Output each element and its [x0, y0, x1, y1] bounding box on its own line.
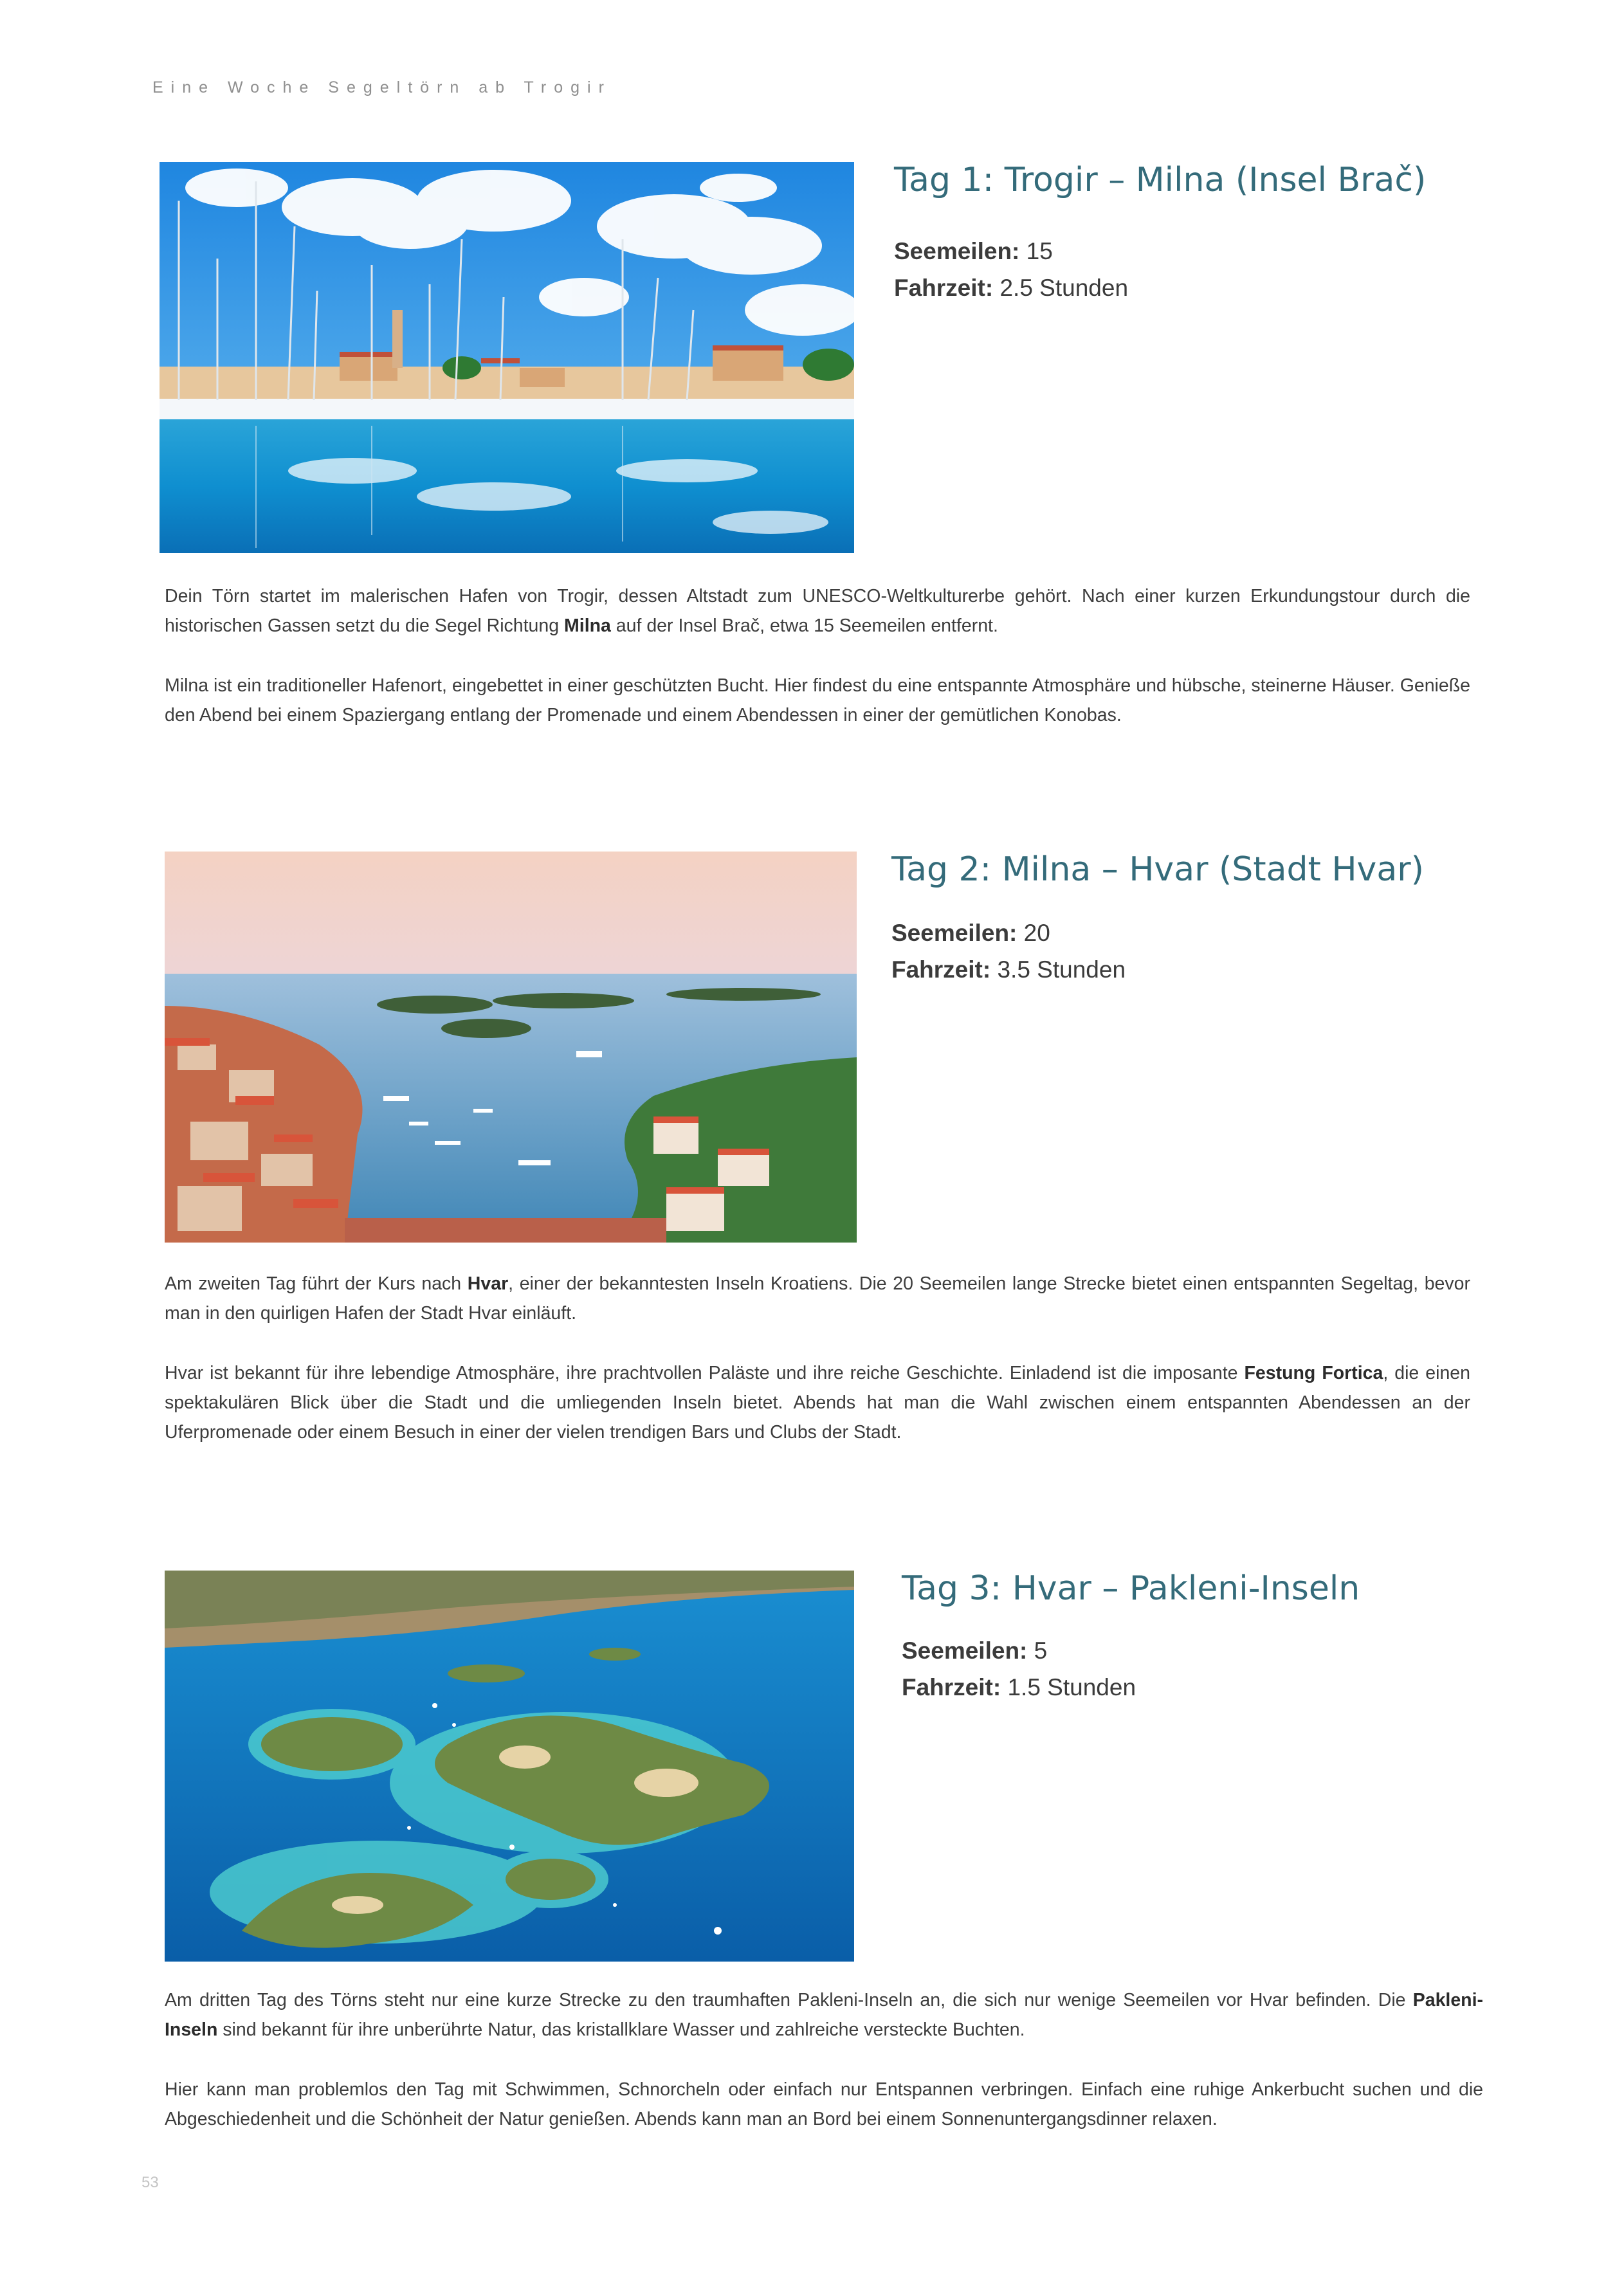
day3-paragraph-1: Am dritten Tag des Törns steht nur eine kurze Strecke zu den traumhaften Pakleni-Inseln an, die sich nur wenige Seemeilen vor Hvar befinden. Die Pakleni-Inseln sind bekannt für ihre unberührte Natur, das kristallklare Wasser und zahlreiche versteckte Buchten. [165, 1990, 1483, 2040]
nautical-miles-value: 5 [1034, 1637, 1048, 1664]
day2-paragraph-2: Hvar ist bekannt für ihre lebendige Atmosphäre, ihre prachtvollen Paläste und ihre reiche Geschichte. Einladend ist die imposante Festung Fortica, die einen spektakulären Blick über die Stadt und die umliegenden Inseln bietet. Abends hat man die Wahl zwischen einem entspannten Abendessen an der Uferpromenade oder einem Besuch in einer der vielen trendigen Bars und Clubs der Stadt. [165, 1363, 1470, 1443]
place-festung-fortica: Festung Fortica [1244, 1363, 1383, 1383]
sailing-time-label: Fahrzeit: [891, 956, 991, 983]
day1-title: Tag 1: Trogir – Milna (Insel Brač) [894, 161, 1427, 199]
day3-facts [902, 1632, 1136, 1706]
nautical-miles-value: 15 [1026, 238, 1053, 264]
day3-sailing-time [902, 1669, 1136, 1706]
day1-facts [894, 233, 1128, 306]
day1-paragraph-2: Milna ist ein traditioneller Hafenort, eingebettet in einer geschützten Bucht. Hier findest du eine entspannte Atmosphäre und hübsche, steinerne Häuser. Genieße den Abend bei einem Spaziergang entlang der Promenade und einem Abendessen in einer der gemütlichen Konobas. [165, 675, 1470, 725]
day2-paragraph-1: Am zweiten Tag führt der Kurs nach Hvar, einer der bekanntesten Inseln Kroatiens. Die 20 Seemeilen lange Strecke bietet einen entspannten Segeltag, bevor man in den quirligen Hafen der Stadt Hvar einläuft. [165, 1273, 1470, 1324]
nautical-miles-value: 20 [1023, 920, 1050, 946]
nautical-miles-label: Seemeilen: [894, 238, 1020, 264]
place-pakleni-islands: Pakleni-Inseln [165, 1990, 1483, 2040]
sailing-time-value: 1.5 Stunden [1007, 1674, 1136, 1700]
day2-facts [891, 915, 1126, 988]
day1-nautical-miles [894, 233, 1128, 269]
sailing-time-value: 2.5 Stunden [999, 275, 1129, 301]
page-number: 53 [141, 2174, 159, 2191]
day3-nautical-miles [902, 1632, 1136, 1669]
sailing-time-label: Fahrzeit: [902, 1674, 1001, 1700]
day2-title: Tag 2: Milna – Hvar (Stadt Hvar) [891, 850, 1424, 889]
running-header: Eine Woche Segeltörn ab Trogir [152, 78, 612, 96]
day3-title: Tag 3: Hvar – Pakleni-Inseln [902, 1569, 1360, 1608]
nautical-miles-label: Seemeilen: [902, 1637, 1028, 1664]
day2-nautical-miles [891, 915, 1126, 951]
day1-photo-harbor [160, 162, 854, 553]
place-hvar: Hvar [467, 1273, 509, 1294]
nautical-miles-label: Seemeilen: [891, 920, 1017, 946]
day2-photo-hvar [165, 852, 857, 1243]
day3-paragraph-2: Hier kann man problemlos den Tag mit Schwimmen, Schnorcheln oder einfach nur Entspannen verbringen. Einfach eine ruhige Ankerbucht suchen und die Abgeschiedenheit und die Schönheit der Natur genießen. Abends kann man an Bord bei einem Sonnenuntergangsdinner relaxen. [165, 2079, 1483, 2129]
day1-paragraph-1: Dein Törn startet im malerischen Hafen von Trogir, dessen Altstadt zum UNESCO-Weltkulturerbe gehört. Nach einer kurzen Erkundungstour durch die historischen Gassen setzt du die Segel Richtung Milna auf der Insel Brač, etwa 15 Seemeilen entfernt. [165, 586, 1470, 636]
sailing-time-label: Fahrzeit: [894, 275, 994, 301]
place-milna: Milna [564, 615, 611, 636]
sailing-time-value: 3.5 Stunden [997, 956, 1126, 983]
day2-sailing-time [891, 951, 1126, 988]
day1-sailing-time [894, 269, 1128, 306]
day3-photo-pakleni-islands [165, 1571, 854, 1962]
